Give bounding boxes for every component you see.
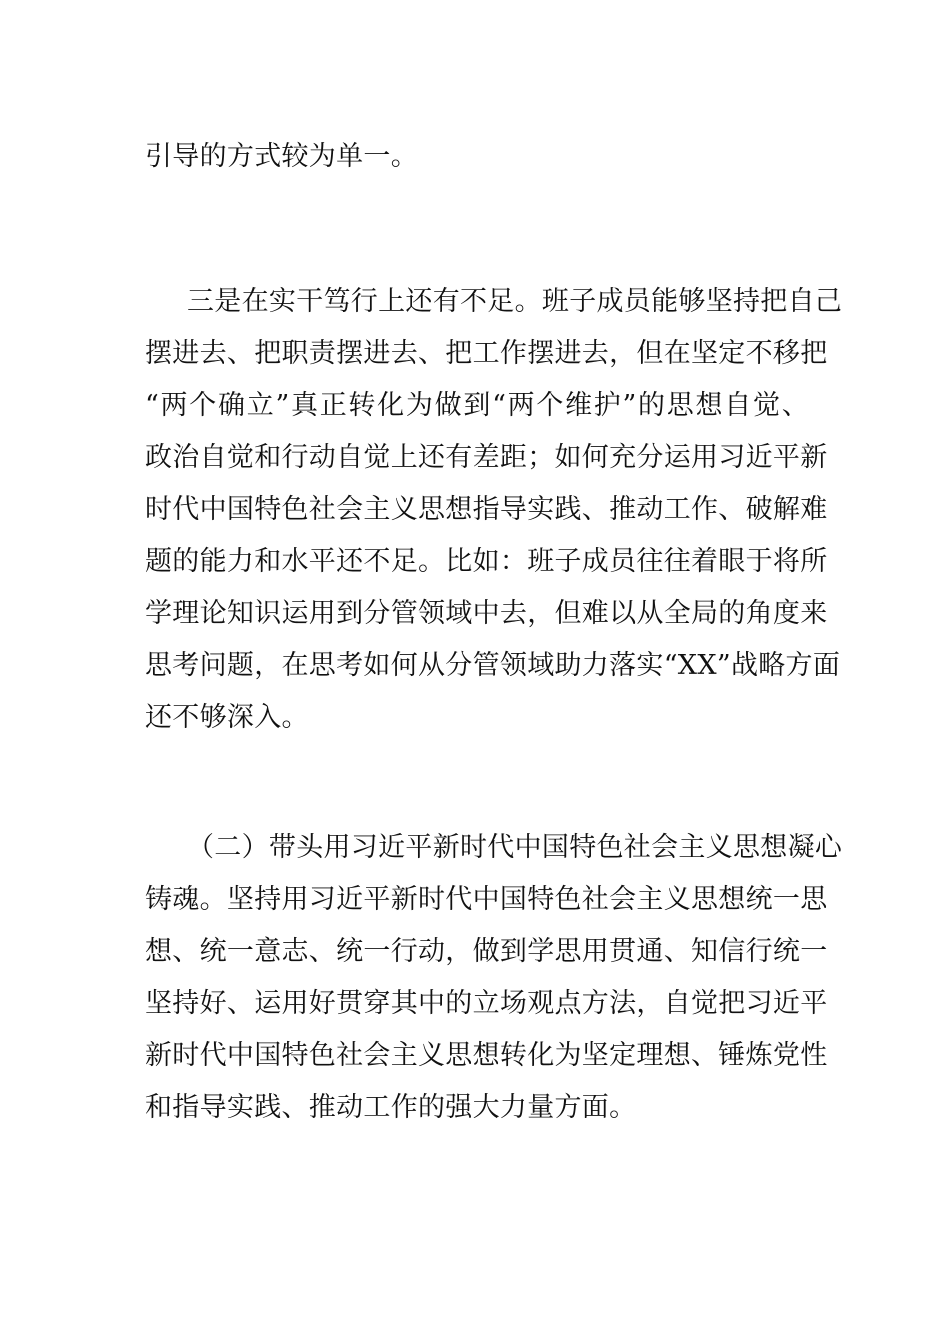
- paragraph-line: “两个确立”真正转化为做到“两个维护”的思想自觉、: [145, 390, 809, 421]
- paragraph-line: 还不够深入。: [145, 702, 309, 733]
- paragraph-line: 时代中国特色社会主义思想指导实践、推动工作、破解难: [145, 494, 828, 525]
- paragraph-line: （二）带头用习近平新时代中国特色社会主义思想凝心: [187, 832, 843, 863]
- paragraph-line: 学理论知识运用到分管领域中去，但难以从全局的角度来: [145, 598, 828, 629]
- paragraph-line: 想、统一意志、统一行动，做到学思用贯通、知信行统一: [145, 936, 828, 967]
- paragraph-line: 新时代中国特色社会主义思想转化为坚定理想、锤炼党性: [145, 1040, 828, 1071]
- paragraph-line: 和指导实践、推动工作的强大力量方面。: [145, 1092, 637, 1123]
- paragraph-3: [145, 822, 843, 1134]
- paragraph-line: 引导的方式较为单一。: [145, 141, 418, 172]
- paragraph-line: 思考问题，在思考如何从分管领域助力落实“XX”战略方面: [145, 650, 841, 681]
- paragraph-line: 政治自觉和行动自觉上还有差距；如何充分运用习近平新: [145, 442, 828, 473]
- paragraph-line: 三是在实干笃行上还有不足。班子成员能够坚持把自己: [187, 286, 843, 317]
- paragraph-line: 坚持好、运用好贯穿其中的立场观点方法，自觉把习近平: [145, 988, 828, 1019]
- paragraph-1: [145, 131, 809, 183]
- paragraph-2: [145, 276, 843, 744]
- paragraph-line: 摆进去、把职责摆进去、把工作摆进去，但在坚定不移把: [145, 338, 828, 369]
- paragraph-line: 铸魂。坚持用习近平新时代中国特色社会主义思想统一思: [145, 884, 828, 915]
- paragraph-line: 题的能力和水平还不足。比如：班子成员往往着眼于将所: [145, 546, 828, 577]
